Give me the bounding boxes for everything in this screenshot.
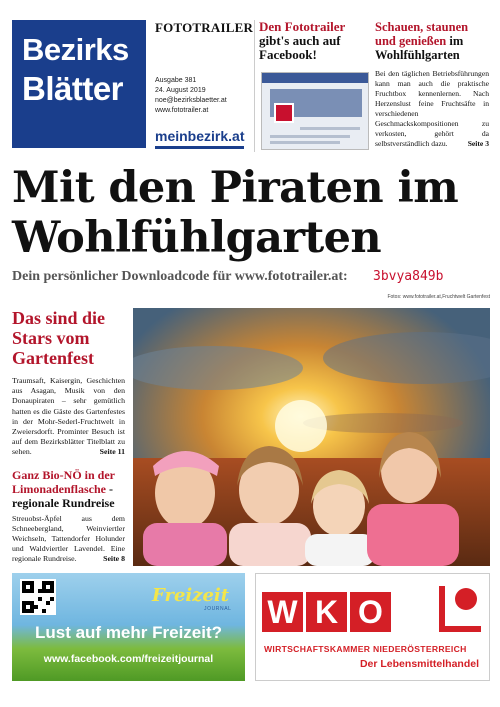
story2-page-ref: Seite 8 [103, 554, 125, 564]
logo-line-2: Blätter [22, 70, 124, 107]
story1-title[interactable]: Das sind die Stars vom Gartenfest [12, 308, 106, 368]
wko-logo [262, 592, 391, 632]
wko-ad[interactable] [255, 573, 490, 681]
story2-title-red: Ganz Bio-NÖ in der Limonadenflasche [12, 467, 115, 496]
photo-credit: Fotos: www.fototrailer.at,Fruchtwelt Gartenfest [387, 294, 490, 300]
download-code-label: Dein persönlicher Downloadcode für www.fototrailer.at: [12, 269, 348, 284]
headline-line-1: Mit den Piraten im [12, 163, 459, 213]
story1-body [12, 376, 125, 458]
side-teaser-title-red: Schauen, staunen und genießen [375, 20, 469, 48]
facebook-teaser-line3: Facebook! [259, 47, 317, 62]
story1-text: Traumsaft, Kaisergin, Geschichten aus Asagan, Musik von den Donaupiraten – sehr gemütlich hatten es die Gäste des Gartenfestes in der Mohr-Sederl-Fruchtwelt in Zweiersdorft. Prominter Besuch ist auf dem Bezirksblätter Titelblatt zu sehen. [12, 376, 125, 457]
logo-line-1: Bezirks [22, 32, 129, 67]
facebook-teaser-line1: Den Fototrailer [259, 19, 346, 34]
side-teaser-page-ref: Seite 3 [467, 139, 489, 148]
site-link[interactable]: meinbezirk.at [155, 128, 244, 149]
facebook-teaser-line2: gibt's auch auf [259, 33, 341, 48]
download-code[interactable]: 3bvya849b [373, 269, 444, 284]
facebook-teaser[interactable] [254, 20, 368, 152]
story2-title-dark: - regionale Rundreise [12, 481, 115, 510]
wko-letter-w: W [262, 592, 303, 632]
issue-date: 24. August 2019 [155, 87, 206, 94]
photo-sunset-children [133, 308, 490, 566]
issue-email[interactable]: noe@bezirksblaetter.at [155, 97, 227, 104]
wko-division: Der Lebensmittelhandel [359, 658, 479, 670]
facebook-screenshot-image [261, 72, 369, 150]
left-column [12, 308, 125, 565]
main-headline [12, 163, 492, 263]
side-teaser-title [375, 20, 489, 62]
side-teaser-text: Bei den täglichen Betriebsführungen kann man auch die praktische Fruchtbox kennenlernen. Nach Herzenslust feine Fruchtsäfte in verschiedenen Geschmackskompositionen zu verkosten, gehört da selbstverständlich dazu. [375, 69, 489, 148]
story1-page-ref: Seite 11 [99, 447, 125, 457]
bezirksblaetter-logo[interactable] [12, 20, 146, 148]
side-teaser-title-dark: Wohlfühlgarten [375, 48, 460, 62]
side-teaser[interactable] [375, 20, 489, 156]
story2-text: Streuobst-Äpfel aus dem Schneebergland, Weinviertler Weichseln, Tattendorfer Holunder und Waldviertler Lavendel. Eine regionale Rundreise. [12, 513, 125, 564]
issue-number: Ausgabe 381 [155, 77, 197, 84]
freizeit-brand: Freizeit [152, 585, 230, 606]
story2-body [12, 514, 125, 565]
cover-photo [133, 308, 490, 566]
freizeit-ad-headline: Lust auf mehr Freizeit? [34, 623, 223, 642]
wko-letter-k: K [306, 592, 347, 632]
wko-letter-o: O [350, 592, 391, 632]
wko-emblem-icon [439, 586, 481, 632]
freizeit-brand-sub: JOURNAL [204, 606, 232, 612]
freizeit-ad[interactable] [12, 573, 245, 681]
issue-meta [155, 76, 227, 116]
headline-line-2: Wohlfühlgarten [12, 213, 382, 263]
side-teaser-title-im: im [449, 34, 464, 48]
story2-title[interactable] [12, 468, 125, 510]
qr-code-icon[interactable] [20, 579, 56, 615]
issue-web[interactable]: www.fototrailer.at [155, 107, 209, 114]
freizeit-ad-url[interactable]: www.facebook.com/freizeitjournal [43, 653, 214, 665]
wko-org-name: WIRTSCHAFTSKAMMER NIEDERÖSTERREICH [264, 644, 467, 654]
section-kicker: FOTOTRAILER [155, 20, 254, 35]
issue-info [155, 20, 254, 150]
side-teaser-body [375, 69, 489, 149]
